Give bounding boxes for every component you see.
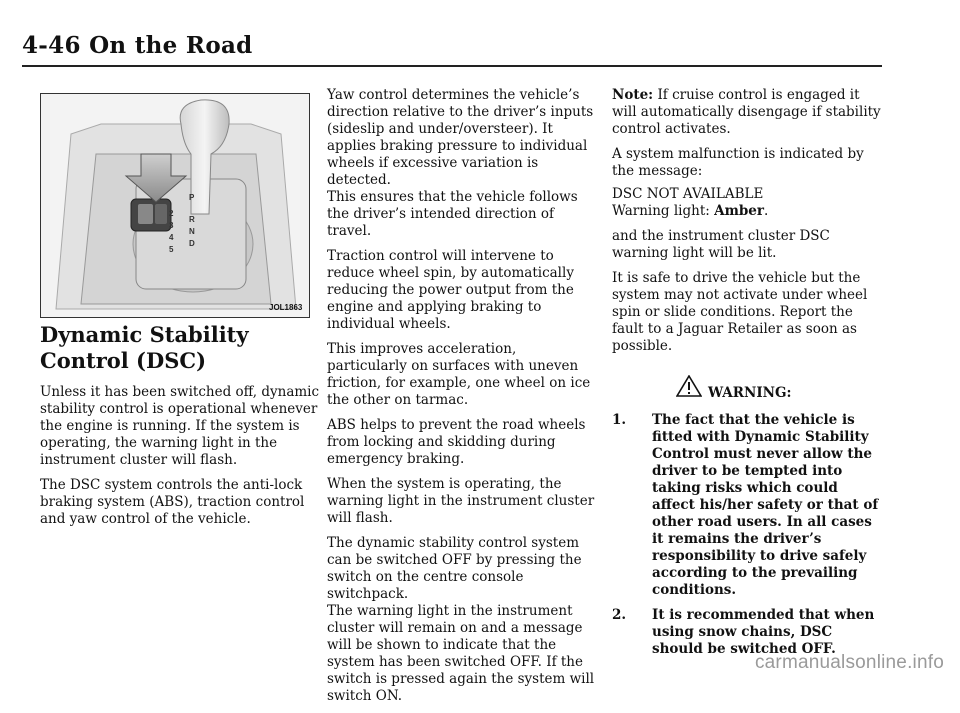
gear-label-n: N bbox=[189, 227, 195, 236]
paragraph: Unless it has been switched off, dynamic stability control is operational whenever the engine is running. If the system is operating, the warning light in the instrument cluster will flash. bbox=[40, 384, 320, 468]
watermark-link[interactable]: carmanualsonline.info bbox=[754, 652, 944, 673]
error-message: DSC NOT AVAILABLE Warning light: Amber. bbox=[612, 186, 769, 219]
warning-item: 2. It is recommended that when using snow chains, DSC should be switched OFF. bbox=[612, 607, 875, 657]
warning-item: 1. The fact that the vehicle is fitted with Dynamic Stability Control must never allow the driver to be tempted into taking risks which could affect his/her safety or that of other road users. In all cases it remains the driver’s responsibility to drive safely according to the prevailing conditions. bbox=[612, 412, 879, 598]
gear-label-3: 3 bbox=[169, 221, 174, 230]
gear-label-2: 2 bbox=[169, 209, 174, 218]
dsc-switch-illustration bbox=[40, 93, 310, 318]
note: Note: If cruise control is engaged it will automatically disengage if stability control activates. bbox=[612, 87, 881, 137]
figure-code: JOL1863 bbox=[269, 303, 303, 312]
warning-list bbox=[612, 412, 884, 658]
gear-label-5: 5 bbox=[169, 245, 174, 254]
section-title: Dynamic Stability Control (DSC) bbox=[40, 322, 249, 373]
page-header: 4-46 On the Road bbox=[22, 32, 253, 59]
warning-light-color: Amber bbox=[714, 203, 764, 219]
paragraph: ABS helps to prevent the road wheels from locking and skidding during emergency braking. bbox=[327, 417, 586, 467]
paragraph: Yaw control determines the vehicle’s direction relative to the driver’s inputs (sideslip and under/oversteer). It applies braking pressure to individual wheels if excessive variation is detected. This ensures that the vehicle follows the driver’s intended direction of travel. bbox=[327, 87, 594, 239]
gear-label-4: 4 bbox=[169, 233, 174, 242]
paragraph: When the system is operating, the warning light in the instrument cluster will flash. bbox=[327, 476, 595, 526]
paragraph: This improves acceleration, particularly on surfaces with uneven friction, for example, one wheel on ice the other on tarmac. bbox=[327, 341, 591, 408]
paragraph: The dynamic stability control system can be switched OFF by pressing the switch on the centre console switchpack. The warning light in the instrument cluster will remain on and a message will be shown to indicate that the system has been switched OFF. If the switch is pressed again the system will switch ON. bbox=[327, 535, 595, 704]
paragraph: and the instrument cluster DSC warning light will be lit. bbox=[612, 228, 830, 261]
paragraph: Traction control will intervene to reduce wheel spin, by automatically reducing the power output from the engine and applying braking to individual wheels. bbox=[327, 248, 574, 332]
paragraph: It is safe to drive the vehicle but the system may not activate under wheel spin or slide conditions. Report the fault to a Jaguar Retailer as soon as possible. bbox=[612, 270, 868, 354]
header-divider bbox=[22, 65, 882, 67]
gear-label-d: D bbox=[189, 239, 195, 248]
column-1 bbox=[40, 322, 320, 536]
note-label: Note: bbox=[612, 87, 654, 103]
column-2 bbox=[327, 87, 597, 713]
gear-label-p: P bbox=[189, 193, 195, 202]
column-3 bbox=[612, 87, 884, 666]
paragraph: The DSC system controls the anti-lock braking system (ABS), traction control and yaw control of the vehicle. bbox=[40, 477, 305, 527]
warning-triangle-icon bbox=[676, 375, 702, 402]
paragraph: A system malfunction is indicated by the message: bbox=[612, 146, 864, 179]
warning-heading: WARNING: bbox=[612, 375, 884, 402]
gear-label-r: R bbox=[189, 215, 195, 224]
